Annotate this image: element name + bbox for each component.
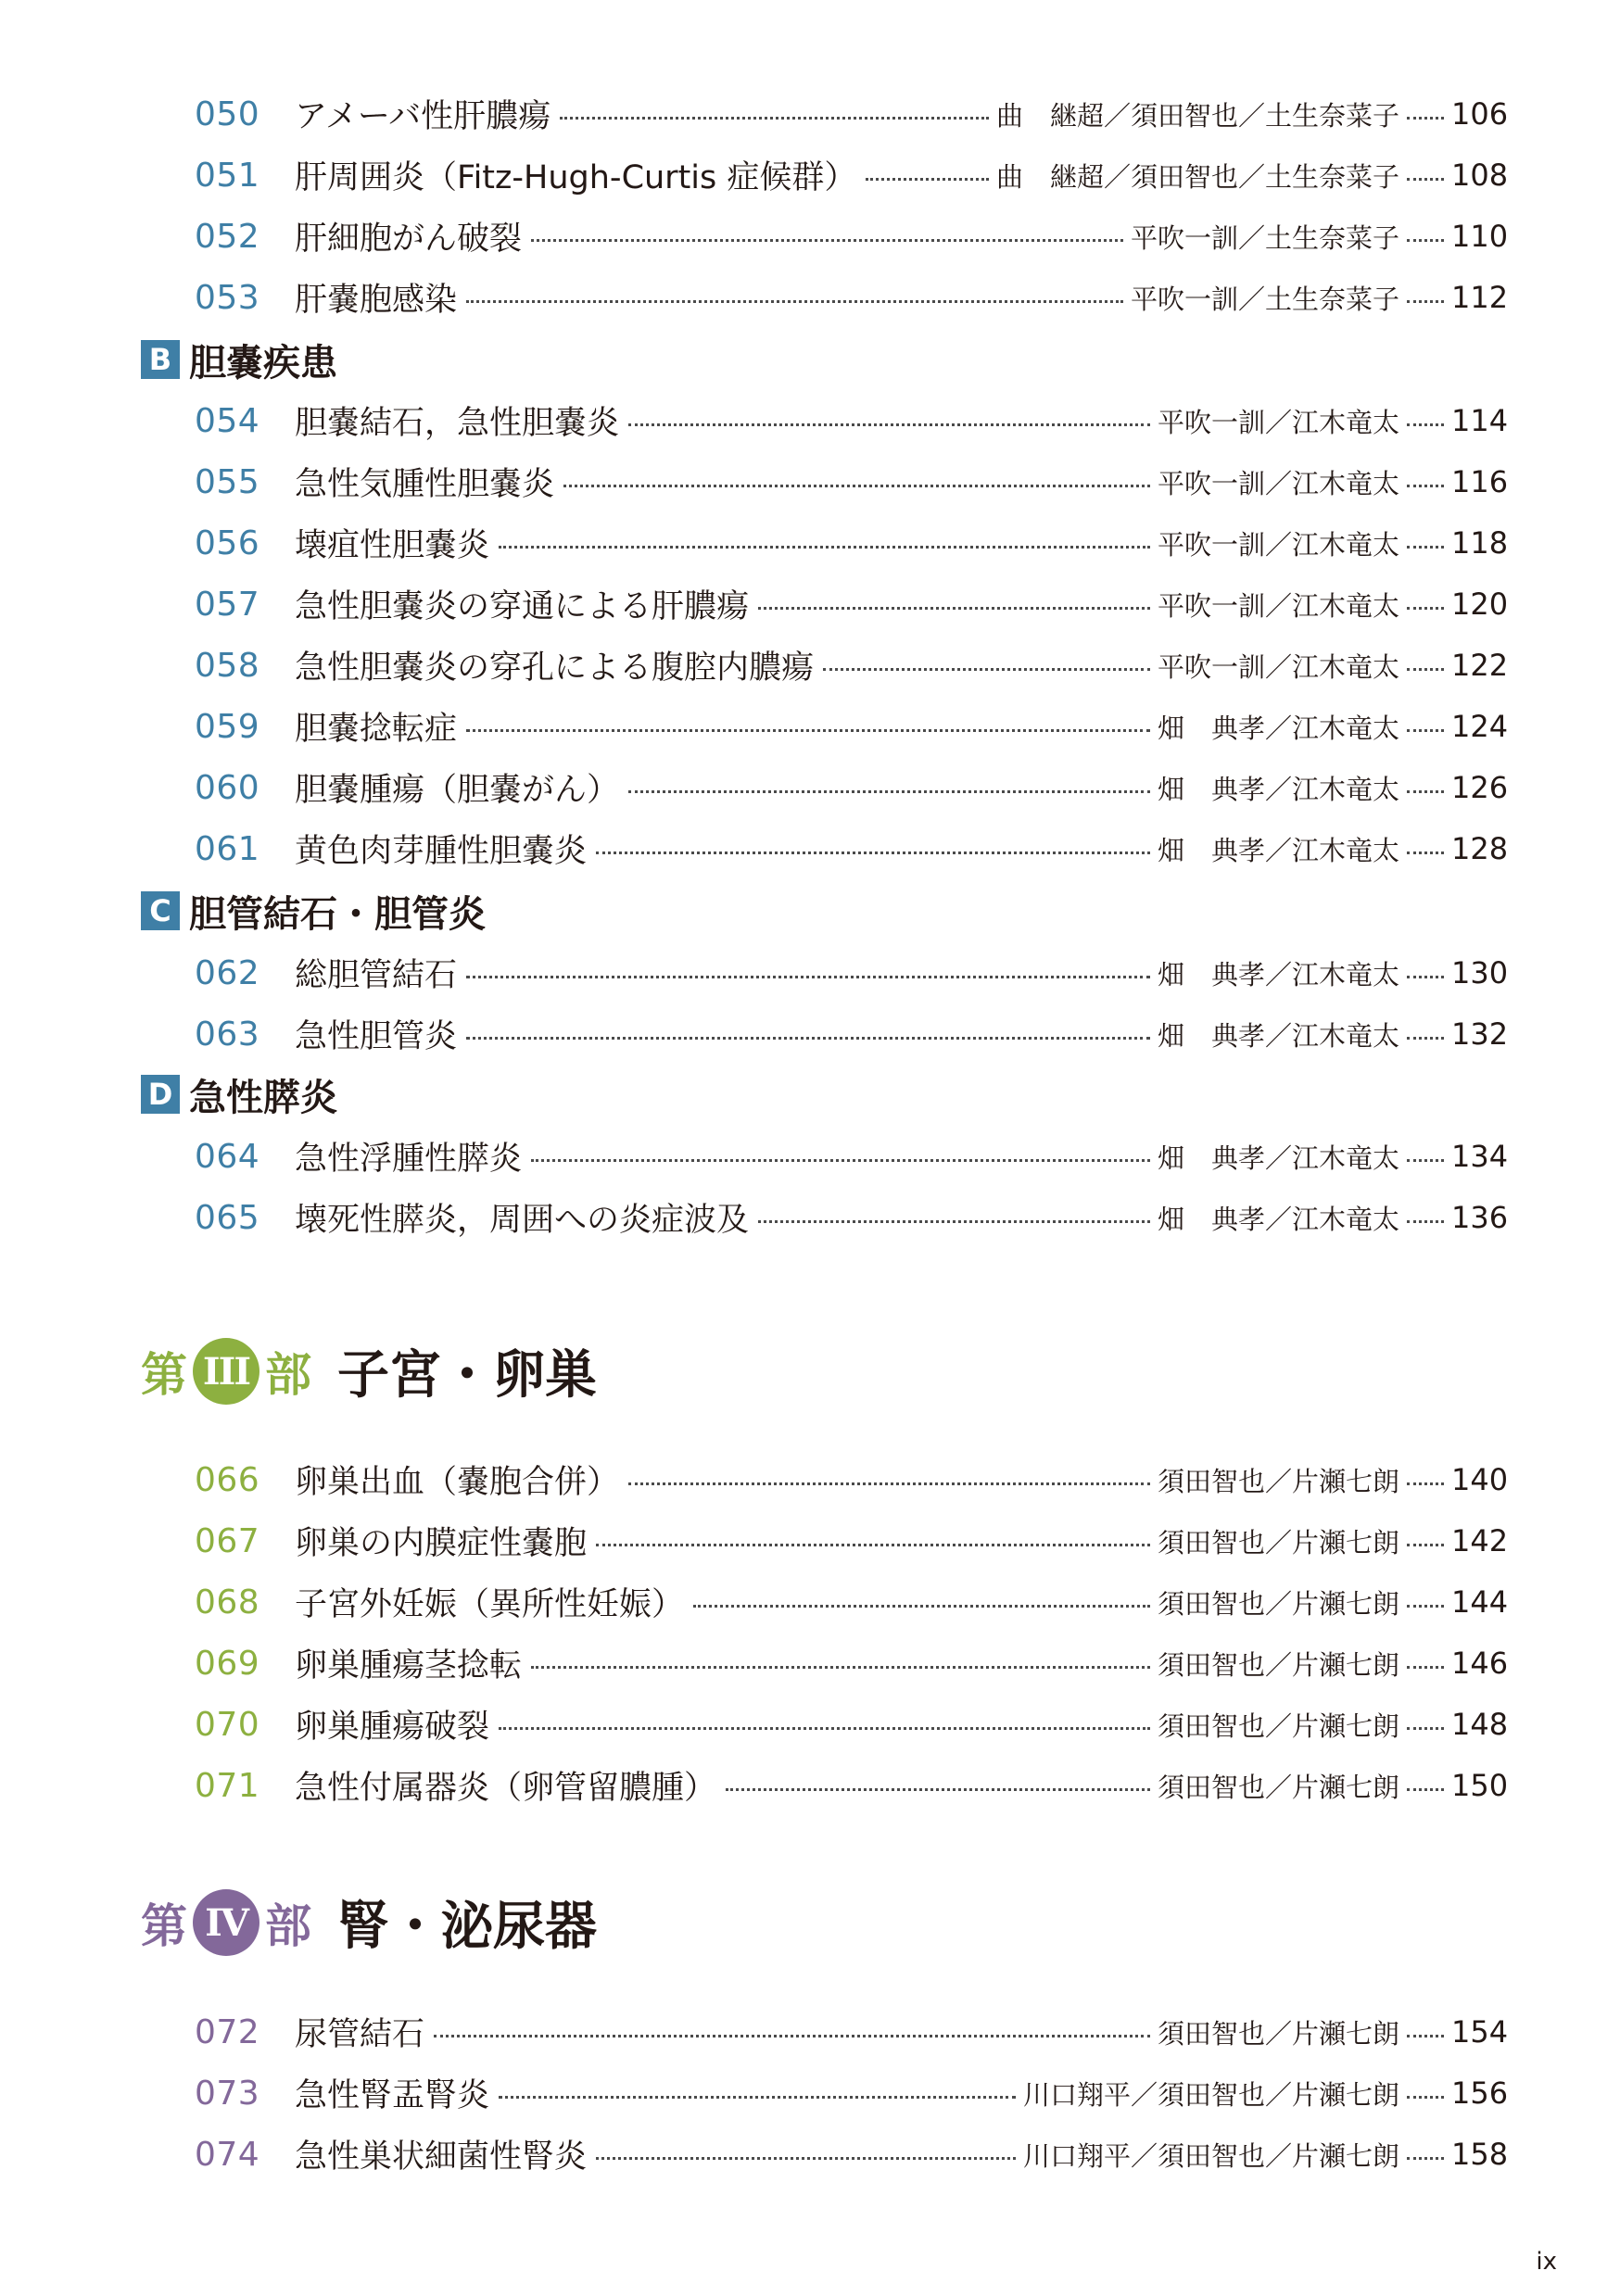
entry-authors: 畑 典孝／江木竜太	[1157, 712, 1399, 744]
entry-authors: 須田智也／片瀬七朗	[1157, 1465, 1399, 1497]
entry-page: 112	[1451, 280, 1509, 315]
dot-leader	[1407, 790, 1444, 793]
entry-page: 124	[1451, 709, 1509, 744]
section-heading-c	[141, 883, 486, 939]
toc-entry	[195, 635, 1509, 696]
dot-leader	[1407, 485, 1444, 487]
entry-title: 肝嚢胞感染	[295, 282, 458, 319]
entry-number: 068	[195, 1583, 260, 1621]
entry-authors: 須田智也／片瀬七朗	[1157, 1526, 1399, 1558]
dot-leader	[1407, 2035, 1444, 2037]
part-heading-4	[141, 1881, 597, 1964]
toc-entry	[195, 451, 1509, 512]
entry-title: 尿管結石	[295, 2016, 425, 2053]
entry-authors: 畑 典孝／江木竜太	[1157, 773, 1399, 805]
dot-leader	[628, 423, 1150, 426]
dot-leader	[1407, 546, 1444, 549]
dot-leader	[1407, 852, 1444, 854]
entry-authors: 曲 継超／須田智也／土生奈菜子	[995, 99, 1399, 132]
entry-number: 067	[195, 1521, 260, 1560]
dot-leader	[1407, 2157, 1444, 2160]
dot-leader	[434, 2035, 1150, 2037]
part-heading-3	[141, 1330, 597, 1413]
entry-number: 060	[195, 768, 260, 807]
entry-title: 卵巣の内膜症性嚢胞	[295, 1525, 588, 1562]
entry-number: 058	[195, 646, 260, 685]
entry-page: 122	[1451, 648, 1509, 683]
dot-leader	[531, 239, 1123, 242]
entry-page: 118	[1451, 525, 1509, 561]
toc-entry	[195, 1633, 1509, 1694]
section-heading-d	[141, 1066, 337, 1122]
toc-entry	[195, 757, 1509, 818]
dot-leader	[499, 2096, 1016, 2099]
entry-number: 050	[195, 95, 260, 133]
entry-number: 051	[195, 156, 260, 195]
entry-number: 061	[195, 829, 260, 868]
dot-leader	[1407, 300, 1444, 303]
entry-title: 急性胆嚢炎の穿通による肝膿瘍	[295, 588, 750, 625]
dot-leader	[1407, 239, 1444, 242]
entry-page: 128	[1451, 831, 1509, 866]
toc-entry	[195, 2001, 1509, 2063]
entry-title: アメーバ性肝膿瘍	[295, 98, 551, 135]
dot-leader	[1407, 729, 1444, 732]
entry-number: 071	[195, 1766, 260, 1805]
section-label: 胆管結石・胆管炎	[189, 892, 486, 936]
part-suffix: 部	[265, 1348, 311, 1402]
part-numeral-badge: III	[193, 1338, 259, 1405]
toc-entry	[195, 696, 1509, 757]
entry-number: 065	[195, 1198, 260, 1237]
entry-page: 136	[1451, 1200, 1509, 1235]
page-number: ix	[1536, 2248, 1557, 2276]
entry-title: 壊疽性胆嚢炎	[295, 527, 490, 564]
entry-authors: 平吹一訓／江木竜太	[1157, 467, 1399, 499]
section-label: 急性膵炎	[189, 1076, 337, 1119]
entry-number: 072	[195, 2012, 260, 2051]
toc-entry	[195, 1694, 1509, 1755]
entry-title: 急性胆嚢炎の穿孔による腹腔内膿瘍	[295, 650, 815, 687]
entry-number: 073	[195, 2074, 260, 2113]
entry-number: 062	[195, 953, 260, 992]
entry-authors: 畑 典孝／江木竜太	[1157, 958, 1399, 990]
entry-title: 胆嚢捻転症	[295, 711, 458, 748]
dot-leader	[1407, 668, 1444, 671]
entry-page: 108	[1451, 158, 1509, 193]
toc-entry	[195, 1755, 1509, 1816]
entry-number: 053	[195, 278, 260, 317]
toc-entry	[195, 512, 1509, 574]
dot-leader	[466, 729, 1150, 732]
entry-title: 肝周囲炎（Fitz-Hugh-Curtis 症候群）	[295, 159, 857, 196]
dot-leader	[499, 546, 1150, 549]
dot-leader	[726, 1788, 1150, 1791]
dot-leader	[1407, 2096, 1444, 2099]
entry-authors: 畑 典孝／江木竜太	[1157, 834, 1399, 866]
toc-entry	[195, 1510, 1509, 1571]
dot-leader	[1407, 1220, 1444, 1223]
dot-leader	[1407, 1666, 1444, 1669]
entry-title: 急性付属器炎（卵管留膿腫）	[295, 1770, 717, 1807]
dot-leader	[1407, 1605, 1444, 1608]
section-badge: B	[141, 340, 180, 379]
entry-number: 054	[195, 401, 260, 440]
toc-entry	[195, 574, 1509, 635]
dot-leader	[1407, 607, 1444, 610]
toc-entry	[195, 1449, 1509, 1510]
entry-title: 急性腎盂腎炎	[295, 2077, 490, 2114]
dot-leader	[560, 117, 989, 120]
entry-page: 158	[1451, 2137, 1509, 2172]
entry-page: 144	[1451, 1584, 1509, 1620]
dot-leader	[1407, 1727, 1444, 1730]
part-prefix: 第	[141, 1348, 187, 1402]
dot-leader	[531, 1666, 1150, 1669]
entry-page: 148	[1451, 1707, 1509, 1742]
toc-entry	[195, 145, 1509, 206]
section-heading-b	[141, 332, 337, 387]
entry-title: 総胆管結石	[295, 957, 458, 994]
entry-authors: 平吹一訓／江木竜太	[1157, 589, 1399, 622]
part-prefix: 第	[141, 1899, 187, 1953]
section-badge: D	[141, 1075, 180, 1114]
section-label: 胆嚢疾患	[189, 341, 337, 385]
entry-number: 052	[195, 217, 260, 256]
dot-leader	[1407, 117, 1444, 120]
entry-page: 110	[1451, 219, 1509, 254]
entry-title: 胆嚢腫瘍（胆嚢がん）	[295, 772, 620, 809]
part-title: 腎・泌尿器	[337, 1897, 597, 1957]
toc-entry	[195, 818, 1509, 879]
entry-title: 急性胆管炎	[295, 1018, 458, 1055]
dot-leader	[1407, 1544, 1444, 1546]
dot-leader	[596, 852, 1150, 854]
entry-page: 142	[1451, 1523, 1509, 1558]
part-title: 子宮・卵巣	[337, 1345, 597, 1406]
entry-title: 子宮外妊娠（異所性妊娠）	[295, 1586, 685, 1623]
dot-leader	[466, 300, 1123, 303]
toc-entry	[195, 2063, 1509, 2124]
entry-number: 069	[195, 1644, 260, 1683]
toc-entry	[195, 1571, 1509, 1633]
entry-title: 黄色肉芽腫性胆嚢炎	[295, 833, 588, 870]
entry-number: 059	[195, 707, 260, 746]
dot-leader	[628, 1482, 1150, 1485]
entry-authors: 畑 典孝／江木竜太	[1157, 1019, 1399, 1052]
toc-entry	[195, 1003, 1509, 1065]
entry-page: 120	[1451, 587, 1509, 622]
dot-leader	[531, 1159, 1150, 1162]
dot-leader	[1407, 178, 1444, 181]
part-suffix: 部	[265, 1899, 311, 1953]
dot-leader	[1407, 423, 1444, 426]
entry-page: 130	[1451, 955, 1509, 990]
dot-leader	[823, 668, 1150, 671]
dot-leader	[596, 1544, 1150, 1546]
entry-authors: 平吹一訓／江木竜太	[1157, 650, 1399, 683]
dot-leader	[1407, 1037, 1444, 1040]
entry-title: 卵巣腫瘍茎捻転	[295, 1647, 523, 1684]
entry-title: 急性浮腫性膵炎	[295, 1141, 523, 1178]
entry-authors: 畑 典孝／江木竜太	[1157, 1142, 1399, 1174]
entry-authors: 須田智也／片瀬七朗	[1157, 1771, 1399, 1803]
entry-page: 156	[1451, 2075, 1509, 2111]
entry-page: 116	[1451, 464, 1509, 499]
entry-page: 106	[1451, 96, 1509, 132]
toc-entry	[195, 1126, 1509, 1187]
section-badge: C	[141, 891, 180, 930]
entry-page: 114	[1451, 403, 1509, 438]
dot-leader	[1407, 1159, 1444, 1162]
entry-authors: 須田智也／片瀬七朗	[1157, 1648, 1399, 1681]
entry-authors: 畑 典孝／江木竜太	[1157, 1203, 1399, 1235]
entry-page: 132	[1451, 1016, 1509, 1052]
dot-leader	[499, 1727, 1150, 1730]
entry-authors: 曲 継超／須田智也／土生奈菜子	[995, 160, 1399, 193]
entry-authors: 川口翔平／須田智也／片瀬七朗	[1022, 2078, 1399, 2111]
dot-leader	[866, 178, 989, 181]
dot-leader	[758, 607, 1150, 610]
entry-page: 126	[1451, 770, 1509, 805]
dot-leader	[693, 1605, 1150, 1608]
entry-number: 074	[195, 2135, 260, 2174]
entry-authors: 平吹一訓／江木竜太	[1157, 528, 1399, 561]
entry-authors: 平吹一訓／土生奈菜子	[1130, 283, 1399, 315]
toc-entry	[195, 942, 1509, 1003]
part-numeral-badge: IV	[193, 1889, 259, 1956]
entry-number: 056	[195, 524, 260, 562]
entry-authors: 須田智也／片瀬七朗	[1157, 2017, 1399, 2050]
entry-authors: 平吹一訓／土生奈菜子	[1130, 221, 1399, 254]
entry-title: 胆嚢結石，急性胆嚢炎	[295, 405, 620, 442]
dot-leader	[466, 976, 1150, 978]
toc-entry	[195, 1187, 1509, 1248]
toc-entry	[195, 2124, 1509, 2185]
dot-leader	[596, 2157, 1016, 2160]
entry-page: 150	[1451, 1768, 1509, 1803]
entry-title: 壊死性膵炎，周囲への炎症波及	[295, 1202, 750, 1239]
entry-page: 146	[1451, 1646, 1509, 1681]
entry-authors: 川口翔平／須田智也／片瀬七朗	[1022, 2139, 1399, 2172]
entry-page: 140	[1451, 1462, 1509, 1497]
toc-entry	[195, 390, 1509, 451]
dot-leader	[1407, 1482, 1444, 1485]
entry-number: 064	[195, 1137, 260, 1176]
entry-number: 055	[195, 462, 260, 501]
entry-authors: 平吹一訓／江木竜太	[1157, 406, 1399, 438]
dot-leader	[758, 1220, 1150, 1223]
dot-leader	[1407, 976, 1444, 978]
entry-page: 134	[1451, 1139, 1509, 1174]
entry-title: 急性巣状細菌性腎炎	[295, 2138, 588, 2176]
entry-title: 急性気腫性胆嚢炎	[295, 466, 555, 503]
entry-title: 卵巣腫瘍破裂	[295, 1709, 490, 1746]
entry-number: 066	[195, 1460, 260, 1499]
toc-entry	[195, 83, 1509, 145]
entry-authors: 須田智也／片瀬七朗	[1157, 1587, 1399, 1620]
entry-number: 057	[195, 585, 260, 624]
toc-entry	[195, 267, 1509, 328]
entry-title: 肝細胞がん破裂	[295, 221, 523, 258]
entry-authors: 須田智也／片瀬七朗	[1157, 1709, 1399, 1742]
entry-page: 154	[1451, 2014, 1509, 2050]
entry-number: 063	[195, 1015, 260, 1053]
dot-leader	[1407, 1788, 1444, 1791]
dot-leader	[466, 1037, 1150, 1040]
dot-leader	[563, 485, 1150, 487]
dot-leader	[628, 790, 1150, 793]
entry-title: 卵巣出血（嚢胞合併）	[295, 1464, 620, 1501]
entry-number: 070	[195, 1705, 260, 1744]
toc-entry	[195, 206, 1509, 267]
